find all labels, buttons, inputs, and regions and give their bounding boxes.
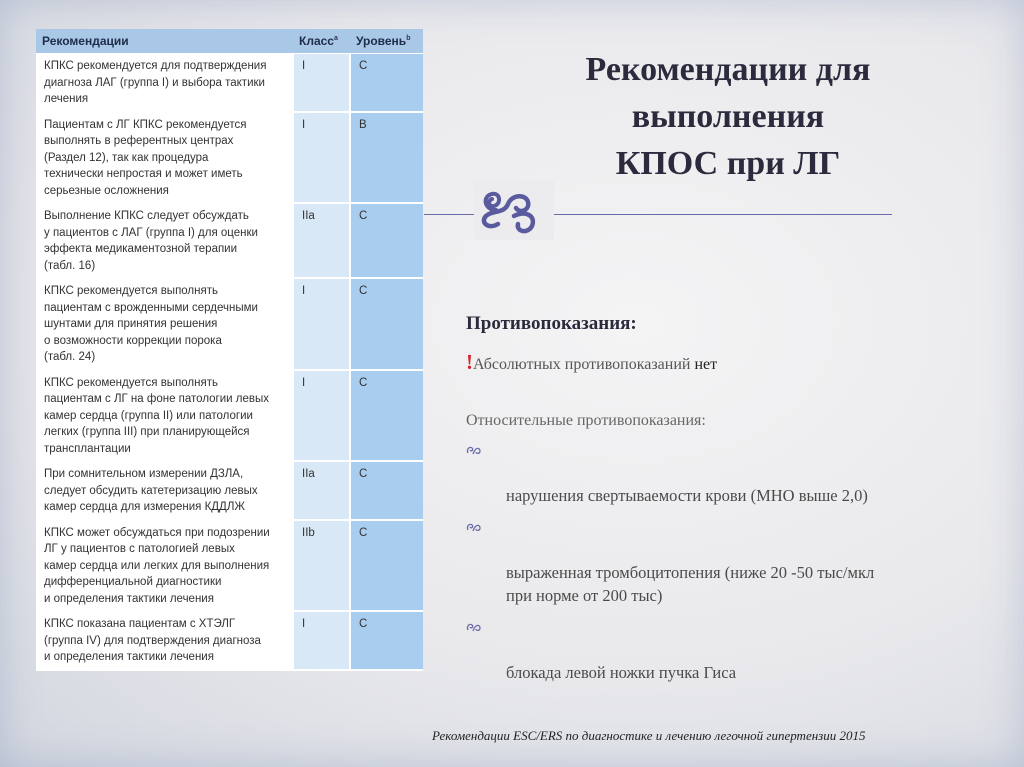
recommendations-table <box>36 29 423 671</box>
relative-contraindications-heading: Относительные противопоказания: <box>466 412 706 429</box>
slide-title: Рекомендации для выполнения КПОС при ЛГ <box>585 51 871 182</box>
header-level: Уровень$^b$ <box>350 29 423 54</box>
list-item: выраженная тромбоцитопения (ниже 20 -50 тыс/мкл при норме от 200 тыс) <box>466 515 986 607</box>
table-row <box>36 370 423 462</box>
level-cell: B <box>350 112 423 204</box>
table-row <box>36 203 423 278</box>
header-class: Класс$^a$ <box>293 29 350 54</box>
table-header-row <box>36 29 423 54</box>
table-row <box>36 112 423 204</box>
relative-contraindications-list <box>466 438 986 692</box>
level-cell: C <box>350 461 423 520</box>
table-row <box>36 461 423 520</box>
list-item: нарушения свертываемости крови (МНО выше 2,0) <box>466 438 986 507</box>
level-cell: C <box>350 203 423 278</box>
flourish-bullet-icon <box>466 521 482 533</box>
class-cell: I <box>293 54 350 112</box>
table-row <box>36 520 423 612</box>
table-row <box>36 278 423 370</box>
class-cell: IIa <box>293 203 350 278</box>
class-cell: I <box>293 611 350 670</box>
header-recommendations: Рекомендации <box>36 29 293 54</box>
flourish-ornament-icon <box>474 180 554 240</box>
level-cell: C <box>350 370 423 462</box>
contraindications-heading: Противопоказания: <box>466 313 637 334</box>
recommendation-cell: КПКС может обсуждаться при подозрении ЛГ у пациентов с патологией левых камер сердца или легких для выполнения дифференциальной диагностики и определения тактики лечения <box>36 520 293 612</box>
class-cell: I <box>293 370 350 462</box>
flourish-bullet-icon <box>466 621 482 633</box>
recommendation-cell: Пациентам с ЛГ КПКС рекомендуется выполнять в референтных центрах (Раздел 12), так как процедура технически непростая и может иметь серьезные осложнения <box>36 112 293 204</box>
flourish-bullet-icon <box>466 444 482 456</box>
recommendation-cell: При сомнительном измерении ДЗЛА, следует обсудить катетеризацию левых камер сердца для измерения КДДЛЖ <box>36 461 293 520</box>
table-row <box>36 54 423 112</box>
class-cell: I <box>293 278 350 370</box>
absolute-contraindications: !Абсолютных противопоказаний нет <box>466 350 718 374</box>
recommendation-cell: КПКС рекомендуется выполнять пациентам с ЛГ на фоне патологии левых камер сердца (группа II) или патологии легких (группа III) при планирующейся трансплантации <box>36 370 293 462</box>
table-row <box>36 611 423 670</box>
class-cell: I <box>293 112 350 204</box>
level-cell: C <box>350 54 423 112</box>
level-cell: C <box>350 520 423 612</box>
source-footer: Рекомендации ESC/ERS по диагностике и лечению легочной гипертензии 2015 <box>432 728 866 743</box>
level-cell: C <box>350 611 423 670</box>
recommendation-cell: КПКС показана пациентам с ХТЭЛГ (группа IV) для подтверждения диагноза и определения тактики лечения <box>36 611 293 670</box>
class-cell: IIa <box>293 461 350 520</box>
class-cell: IIb <box>293 520 350 612</box>
recommendation-cell: Выполнение КПКС следует обсуждать у пациентов с ЛАГ (группа I) для оценки эффекта медикаментозной терапии (табл. 16) <box>36 203 293 278</box>
list-item: блокада левой ножки пучка Гиса <box>466 615 986 684</box>
level-cell: C <box>350 278 423 370</box>
recommendation-cell: КПКС рекомендуется выполнять пациентам с врожденными сердечными шунтами для принятия решения о возможности коррекции порока (табл. 24) <box>36 278 293 370</box>
recommendation-cell: КПКС рекомендуется для подтверждения диагноза ЛАГ (группа I) и выбора тактики лечения <box>36 54 293 112</box>
exclamation-icon: ! <box>466 350 473 374</box>
